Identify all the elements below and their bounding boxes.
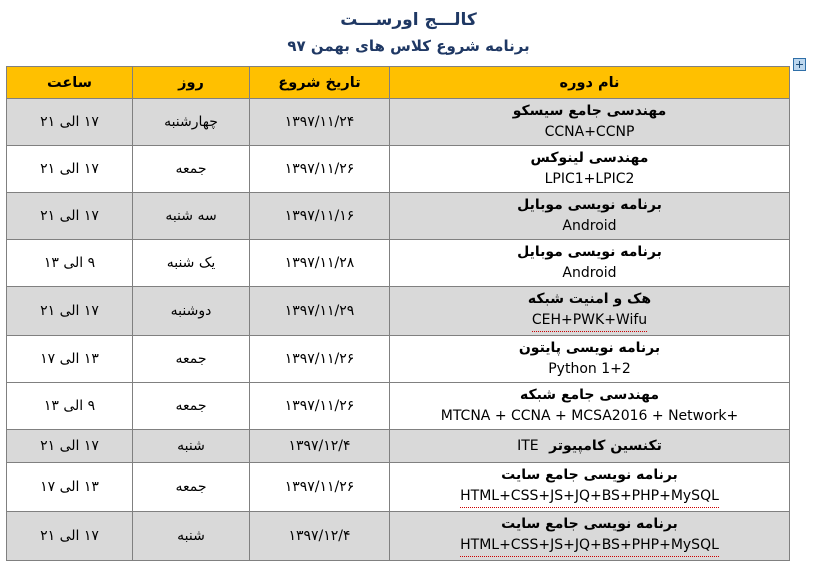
- course-name-en: HTML+CSS+JS+JQ+BS+PHP+MySQL: [460, 536, 719, 557]
- course-name-en: CCNA+CCNP: [544, 124, 635, 140]
- schedule-table: [6, 66, 790, 561]
- cell-day: دوشنبه: [133, 287, 250, 336]
- table-row: [7, 240, 790, 287]
- cell-day: یک شنبه: [133, 240, 250, 287]
- cell-time: ۱۷ الی ۲۱: [7, 287, 133, 336]
- table-header-row: [7, 67, 790, 99]
- course-name-fa: برنامه نویسی موبایل: [517, 244, 662, 260]
- table-row: [7, 146, 790, 193]
- cell-start-date: ۱۳۹۷/۱۱/۲۴: [250, 99, 390, 146]
- course-name-fa: مهندسی جامع سیسکو: [512, 103, 667, 119]
- table-row: [7, 463, 790, 512]
- table-body: [7, 99, 790, 561]
- cell-day: شنبه: [133, 512, 250, 561]
- schedule-table-wrapper: [27, 66, 790, 561]
- table-head: [7, 67, 790, 99]
- course-name-en: Python 1+2: [548, 361, 631, 377]
- cell-start-date: ۱۳۹۷/۱۱/۲۶: [250, 383, 390, 430]
- column-header-time: ساعت: [7, 67, 133, 99]
- course-name-fa: مهندسی جامع شبکه: [519, 387, 660, 403]
- course-name-fa: مهندسی لینوکس: [530, 150, 649, 166]
- cell-time: ۱۷ الی ۲۱: [7, 193, 133, 240]
- course-name-en: LPIC1+LPIC2: [544, 171, 635, 187]
- column-header-day: روز: [133, 67, 250, 99]
- cell-time: ۱۳ الی ۱۷: [7, 336, 133, 383]
- course-name-en: HTML+CSS+JS+JQ+BS+PHP+MySQL: [460, 487, 719, 508]
- cell-day: جمعه: [133, 146, 250, 193]
- page-title: کالـــج اورســـت: [340, 10, 477, 30]
- table-row: [7, 336, 790, 383]
- course-name-en: Android: [562, 265, 617, 281]
- cell-course: [390, 240, 790, 287]
- cell-start-date: ۱۳۹۷/۱۱/۲۸: [250, 240, 390, 287]
- course-name-fa: برنامه نویسی جامع سایت: [501, 516, 678, 532]
- course-name-en: MTCNA + CCNA + MCSA2016 + Network+: [440, 408, 739, 424]
- course-name-fa: برنامه نویسی موبایل: [517, 197, 662, 213]
- cell-day: جمعه: [133, 383, 250, 430]
- course-name-fa: برنامه نویسی جامع سایت: [501, 467, 678, 483]
- cell-start-date: ۱۳۹۷/۱۲/۴: [250, 512, 390, 561]
- cell-course: [390, 193, 790, 240]
- course-name-en: CEH+PWK+Wifu: [532, 311, 647, 332]
- cell-time: ۹ الی ۱۳: [7, 240, 133, 287]
- cell-start-date: ۱۳۹۷/۱۱/۲۹: [250, 287, 390, 336]
- cell-time: ۱۷ الی ۲۱: [7, 146, 133, 193]
- add-marker-icon[interactable]: [793, 58, 806, 71]
- table-row: [7, 287, 790, 336]
- cell-course: [390, 99, 790, 146]
- cell-course: [390, 430, 790, 463]
- cell-time: ۱۷ الی ۲۱: [7, 512, 133, 561]
- cell-day: جمعه: [133, 463, 250, 512]
- cell-course: [390, 336, 790, 383]
- cell-course: [390, 146, 790, 193]
- cell-course: [390, 287, 790, 336]
- course-name-fa: هک و امنیت شبکه: [527, 291, 652, 307]
- cell-start-date: ۱۳۹۷/۱۱/۱۶: [250, 193, 390, 240]
- cell-time: ۹ الی ۱۳: [7, 383, 133, 430]
- table-row: [7, 383, 790, 430]
- column-header-course: نام دوره: [390, 67, 790, 99]
- page-subtitle: برنامه شروع کلاس های بهمن ۹۷: [287, 37, 530, 55]
- course-name-en: Android: [562, 218, 617, 234]
- course-name-fa: تکنسین کامپیوتر: [549, 437, 662, 454]
- cell-course: [390, 383, 790, 430]
- table-row: [7, 99, 790, 146]
- document-header: [0, 0, 817, 57]
- cell-course: [390, 512, 790, 561]
- cell-start-date: ۱۳۹۷/۱۱/۲۶: [250, 463, 390, 512]
- cell-time: ۱۷ الی ۲۱: [7, 430, 133, 463]
- table-row: [7, 512, 790, 561]
- cell-day: شنبه: [133, 430, 250, 463]
- cell-start-date: ۱۳۹۷/۱۲/۴: [250, 430, 390, 463]
- cell-day: جمعه: [133, 336, 250, 383]
- column-header-start-date: تاریخ شروع: [250, 67, 390, 99]
- cell-day: سه شنبه: [133, 193, 250, 240]
- table-row: [7, 193, 790, 240]
- cell-start-date: ۱۳۹۷/۱۱/۲۶: [250, 336, 390, 383]
- cell-time: ۱۳ الی ۱۷: [7, 463, 133, 512]
- cell-course: [390, 463, 790, 512]
- table-row: [7, 430, 790, 463]
- cell-start-date: ۱۳۹۷/۱۱/۲۶: [250, 146, 390, 193]
- course-name-fa: برنامه نویسی پایتون: [518, 340, 661, 356]
- course-name-en: ITE: [517, 437, 539, 454]
- cell-time: ۱۷ الی ۲۱: [7, 99, 133, 146]
- cell-day: چهارشنبه: [133, 99, 250, 146]
